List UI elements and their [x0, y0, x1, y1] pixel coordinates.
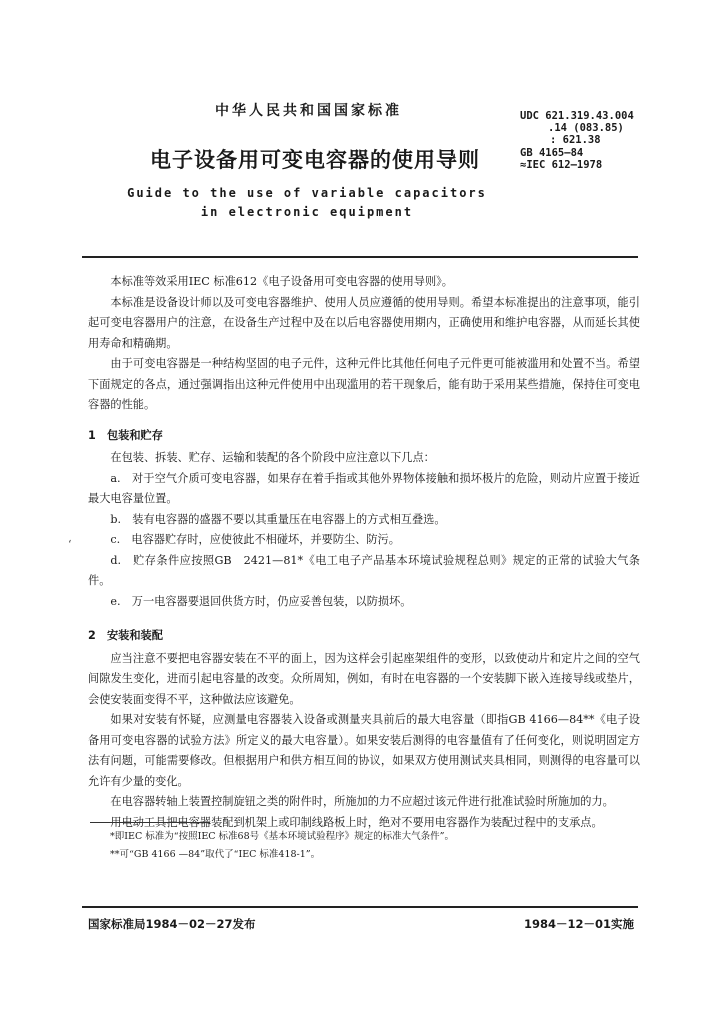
section-2-paragraph-1: 应当注意不要把电容器安装在不平的面上，因为这样会引起座架组件的变形，以致使动片和定片之间的空气间隙发生变化，进而引起电容量的改变。众所周知，例如，有时在电容器的一个安装脚下嵌入连接导线或垫片，会使安装面变得不平，这种做法应该避免。 [88, 651, 640, 706]
udc-code-line3: : 621.38 [550, 134, 601, 146]
section-1-item-a: a. 对于空气介质可变电容器，如果存在着手指或其他外界物体接触和损坏极片的危险，则动片应置于接近最大电容量位置。 [88, 471, 640, 505]
intro-paragraph-3: 由于可变电容器是一种结构坚固的电子元件，这种元件比其他任何电子元件更可能被滥用和处置不当。希望下面规定的各点，通过强调指出这种元件使用中出现滥用的若干现象后，能有助于采用某些措施，保持住可变电容器的性能。 [88, 357, 640, 411]
document-title-zh: 电子设备用可变电容器的使用导则 [150, 148, 480, 172]
section-1-item-c: c. 电容器贮存时，应使彼此不相碰坏，并要防尘、防污。 [110, 533, 400, 546]
document-title-en-line2: in electronic equipment [200, 205, 414, 219]
udc-code-line2: .14 (083.85) [548, 122, 624, 134]
gb-standard-code: GB 4165—84 [520, 147, 584, 159]
margin-mark: ‘ [68, 538, 72, 551]
iec-equivalent-code: ≈IEC 612—1978 [520, 159, 603, 171]
udc-code-line1: UDC 621.319.43.004 [520, 110, 634, 122]
header-divider [82, 256, 638, 258]
section-1-lead: 在包装、拆装、贮存、运输和装配的各个阶段中应注意以下几点： [110, 451, 435, 464]
effective-date: 1984－12－01实施 [524, 917, 635, 931]
section-2-heading: 2 安装和装配 [88, 629, 163, 642]
issue-date: 国家标准局1984－02－27发布 [88, 917, 256, 931]
section-1-item-d: d. 贮存条件应按照GB 2421—81*《电工电子产品基本环境试验规程总则》规定的正常的试验大气条件。 [88, 553, 640, 587]
document-body [88, 272, 640, 833]
issuing-country-label: 中华人民共和国国家标准 [215, 103, 402, 119]
footnote-2: **可“GB 4166 —84”取代了“IEC 标准418-1”。 [110, 849, 321, 860]
intro-paragraph-1: 本标准等效采用IEC 标准612《电子设备用可变电容器的使用导则》。 [110, 275, 453, 288]
section-2-paragraph-2: 如果对安装有怀疑，应测量电容器装入设备或测量夹具前后的最大电容量（即指GB 4166—84**《电子设备用可变电容器的试验方法》所定义的最大电容量）。如果安装后测得的电容量值有了任何变化，则说明固定方法有问题，可能需要修改。但根据用户和供方相互间的协议，如果双方使用测试夹具相同，则测得的电容量可以允许有少量的变化。 [88, 713, 640, 788]
footer-divider [82, 906, 638, 908]
intro-paragraph-2: 本标准是设备设计师以及可变电容器维护、使用人员应遵循的使用导则。希望本标准提出的注意事项，能引起可变电容器用户的注意，在设备生产过程中及在以后电容器使用期内，正确使用和维护电容器，从而延长其使用寿命和精确期。 [88, 295, 640, 350]
section-1-heading: 1 包装和贮存 [88, 428, 163, 442]
section-1-item-b: b. 装有电容器的盛器不要以其重量压在电容器上的方式相互叠选。 [110, 512, 446, 526]
document-title-en-line1: Guide to the use of variable capacitors [127, 186, 487, 200]
section-1-item-e: e. 万一电容器要退回供货方时，仍应妥善包装，以防损坏。 [110, 594, 412, 608]
footnote-divider [90, 822, 210, 823]
footnote-1: *即IEC 标准为“按照IEC 标准68号《基本环境试验程序》规定的标准大气条件”。 [110, 831, 455, 842]
section-2-paragraph-3: 在电容器转轴上装置控制旋钮之类的附件时，所施加的力不应超过该元件进行批准试验时所施加的力。 [110, 795, 614, 808]
section-2-paragraph-4: 用电动工具把电容器装配到机架上或印制线路板上时，绝对不要用电容器作为装配过程中的支承点。 [110, 815, 603, 829]
